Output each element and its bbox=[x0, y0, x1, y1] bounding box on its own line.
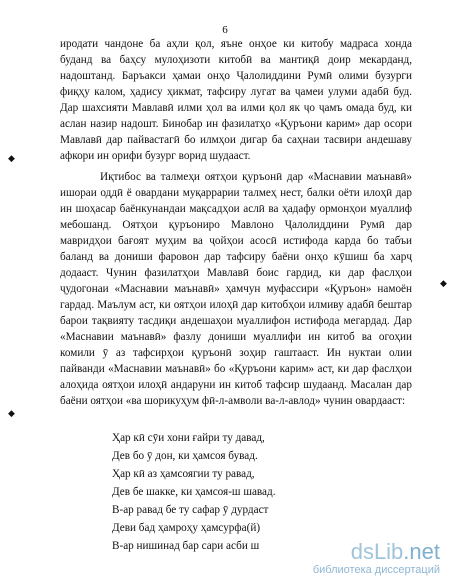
text-line: Иқтибос ва талмеҳи оятҳои қуръонӣ дар «Маснавии маънавӣ» bbox=[100, 171, 412, 183]
text-line: афкори ин орифи бузург ворид шудааст. bbox=[60, 150, 251, 162]
text-line: гардад. Маълум аст, ки оятҳои илоҳӣ дар китобҳои илмиву адабӣ бештар bbox=[60, 299, 412, 311]
text-line: мавридҳои бағоят муҳим ва ҷойҳои асосӣ истифода карда бо табъи bbox=[60, 235, 412, 247]
scan-bullet-mark: ◆ bbox=[8, 153, 15, 163]
verse-line: Ҳар кӣ сӯи хони ғайри ту давад, bbox=[112, 432, 265, 444]
text-line: барои тақвияту тасдиқи андешаҳои муаллифон истифода мегардад. Дар bbox=[60, 315, 412, 327]
text-line: надоштанд. Баръакси ҳамаи онҳо Ҷалолиддини Румӣ олими бузурги bbox=[60, 70, 412, 82]
text-line: додааст. Чунин фазилатҳои Мавлавӣ боис гардид, ки дар фаслҳои bbox=[60, 267, 412, 279]
watermark-logo-domain: .net bbox=[403, 539, 440, 564]
text-line: баёни оятҳои «ва шорикуҳум фӣ-л-амволи ва-л-авлод» чунин овардааст: bbox=[60, 395, 406, 407]
verse-line: В-ар равад бе ту сафар ӯ дурдаст bbox=[112, 504, 269, 516]
text-line: алоҳида оятҳои илоҳӣ андаруни ин китоб тафсир шудаанд. Масалан дар bbox=[60, 379, 412, 391]
text-line: буданд ва баҳсу мулоҳизоти китобӣ ва мантиқӣ доир мекарданд, bbox=[60, 54, 412, 66]
text-line: Мавлавӣ дар пайвастагӣ бо илмҳои дигар ба саҳнаи тасвири андешаву bbox=[60, 134, 412, 146]
watermark-subtitle: библиотека диссертаций bbox=[312, 564, 440, 576]
text-line: «Маснавии маънавӣ» фазлу дониши муаллифи ин китоб ва огоҳии bbox=[60, 331, 412, 343]
verse-line: В-ар нишинад бар сари асби ш bbox=[112, 540, 260, 552]
text-line: иродати чандоне ба аҳли қол, яъне онҳое ки китобу мадраса хонда bbox=[60, 38, 412, 50]
scan-bullet-mark: ◆ bbox=[8, 408, 15, 418]
watermark-logo-name: dsLib bbox=[350, 539, 404, 564]
text-line: ишораи оддӣ ё овардани муқаррарии талмеҳ нест, балки оёти илоҳӣ дар bbox=[60, 187, 412, 199]
text-line: фиқҳу калом, ҳадису ҳикмат, тафсиру лугат ва ҷамеи улуми адабӣ буд. bbox=[60, 86, 412, 98]
text-line: баланд ва дониши фаровон дар тафсиру баёни онҳо кӯшиш ба харҷ bbox=[60, 251, 412, 263]
page-number: 6 bbox=[222, 24, 228, 36]
watermark-logo bbox=[313, 540, 440, 564]
watermark bbox=[313, 540, 440, 576]
verse-line: Ҳар кӣ аз ҳамсоягии ту равад, bbox=[112, 468, 255, 480]
text-line: аслан назир надошт. Бинобар ин фазилатҳо «Қуръони карим» дар осори bbox=[60, 118, 412, 130]
text-line: ин шоҳасар баёнкунандаи мақсадҳои аслӣ ва ҳадафу ормонҳои муаллиф bbox=[60, 203, 412, 215]
scan-bullet-mark: ◆ bbox=[440, 278, 447, 288]
verse-line: Деви бад ҳамроҳу ҳамсурфа(й) bbox=[112, 522, 261, 534]
text-line: пайванди «Маснавии маънавӣ» бо «Қуръони карим» аст, ки дар фаслҳои bbox=[60, 363, 412, 375]
text-line: ҷудогонаи «Маснавии маънавӣ» ҳамчун муфассири «Қуръон» намоён bbox=[60, 283, 412, 295]
text-line: мебошанд. Оятҳои қуръониро Мавлоно Ҷалолиддини Румӣ дар bbox=[60, 219, 412, 231]
text-line: комили ӯ аз тафсирҳои қуръонӣ зоҳир гаштааст. Ин нуктаи олии bbox=[60, 347, 412, 359]
verse-line: Дев бо ӯ дон, ки ҳамсоя бувад. bbox=[112, 450, 258, 462]
verse-line: Дев бе шакке, ки ҳамсоя-ш шавад. bbox=[112, 486, 276, 498]
text-line: Дар шахсияти Мавлавӣ илми ҳол ва илми қол як ҷо ҷамъ омада буд, ки bbox=[60, 102, 412, 114]
